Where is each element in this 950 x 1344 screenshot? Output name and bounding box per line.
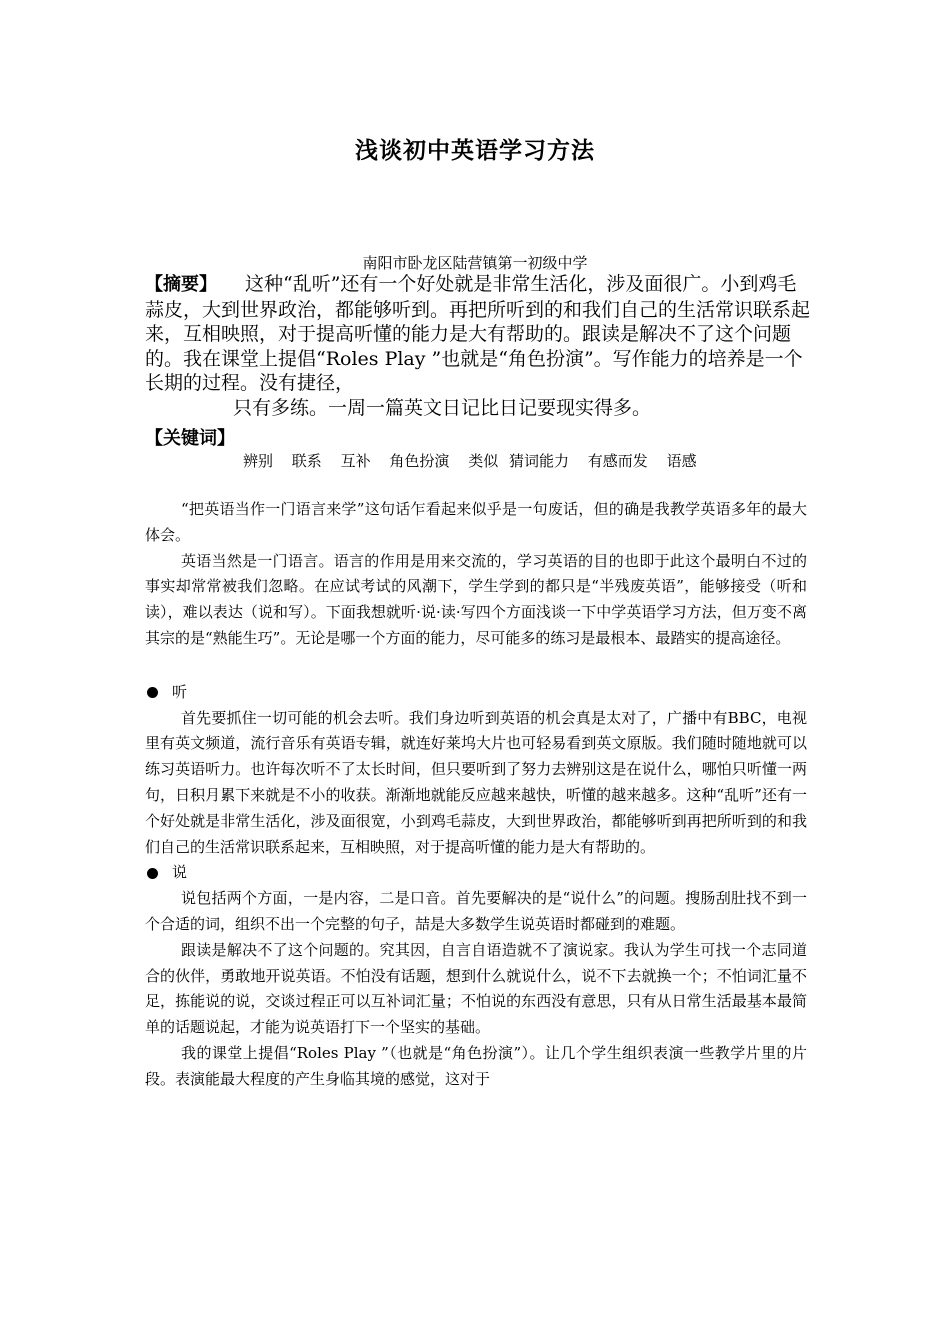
abstract-text: 这种“乱听”还有一个好处就是非常生活化，涉及面很广。小到鸡毛蒜皮，大到世界政治，都能够听到。再把所听到的和我们自己的生活常识联系起来，互相映照，对于提高听懂的能力是大有帮助的。跟读是解决不了这个问题的。我在课堂上提倡“Roles Play ”也就是“角色扮演”。写作能力的培养是一个长期的过程。没有捷径， [145,273,811,394]
speaking-paragraph: 我的课堂上提倡“Roles Play ”（也就是“角色扮演”）。让几个学生组织表演一些教学片里的片段。表演能最大程度的产生身临其境的感觉，这对于 [145,1043,807,1088]
intro-paragraph: 英语当然是一门语言。语言的作用是用来交流的，学习英语的目的也即于此这个最明白不过的事实却常常被我们忽略。在应试考试的风潮下，学生学到的都只是“半残废英语”，能够接受（听和读），难以表达（说和写）。下面我想就听·说·读·写四个方面浅谈一下中学英语学习方法，但万变不离其宗的是“熟能生巧”。无论是哪一个方面的能力，尽可能多的练习是最根本、最踏实的提高途径。 [145,551,807,647]
document-title: 浅谈初中英语学习方法 [355,138,595,164]
speaking-paragraph: 跟读是解决不了这个问题的。究其因，自言自语造就不了演说家。我认为学生可找一个志同道合的伙伴，勇敢地开说英语。不怕没有话题，想到什么就说什么，说不下去就换一个；不怕词汇量不足，拣能说的说，交谈过程正可以互补词汇量；不怕说的东西没有意思，只有从日常生活最基本最简单的话题说起，才能为说英语打下一个坚实的基础。 [145,940,807,1037]
abstract [145,272,810,420]
school-name: 南阳市卧龙区陆营镇第一初级中学 [362,254,588,272]
section-gap [145,652,807,680]
keyword-item: 角色扮演 [389,452,450,470]
keyword-item: 猜词能力 [508,452,569,470]
keyword-item: 辨别 [243,452,274,470]
keywords-label: 【关键词】 [145,428,235,449]
keyword-item: 有感而发 [587,452,648,470]
bullet-icon [147,687,158,698]
listening-paragraph: 首先要抓住一切可能的机会去听。我们身边听到英语的机会真是太对了，广播中有BBC，电视里有英文频道，流行音乐有英语专辑，就连好莱坞大片也可轻易看到英文原版。我们随时随地就可以练习英语听力。也许每次听不了太长时间，但只要听到了努力去辨别这是在说什么，哪怕只听懂一两句，日积月累下来就是不小的收获。渐渐地就能反应越来越快，听懂的越来越多。这种“乱听”还有一个好处就是非常生活化，涉及面很宽，小到鸡毛蒜皮，大到世界政治，都能够听到再把所听到的和我们自己的生活常识联系起来，互相映照，对于提高听懂的能力是大有帮助的。 [145,708,807,856]
abstract-label: 【摘要】 [145,274,217,295]
section-heading-listening [145,680,807,706]
keyword-list [243,450,711,471]
section-heading-speaking [145,860,807,886]
speaking-paragraph: 说包括两个方面，一是内容，二是口音。首先要解决的是“说什么”的问题。搜肠刮肚找不到一个合适的词，组织不出一个完整的句子，喆是大多数学生说英语时都碰到的难题。 [145,889,807,933]
keyword-item: 联系 [291,452,322,470]
abstract-last-line: 只有多练。一周一篇英文日记比日记要现实得多。 [233,396,652,419]
bullet-icon [147,868,158,879]
keyword-item: 类似 [468,452,499,470]
section-heading-text: 说 [172,863,188,882]
section-heading-text: 听 [172,682,188,701]
keyword-item: 互补 [340,452,371,470]
article-body [145,497,807,1093]
intro-paragraph: “把英语当作一门语言来学”这句话乍看起来似乎是一句废话，但的确是我教学英语多年的最大体会。 [145,500,807,544]
keyword-item: 语感 [666,452,697,470]
